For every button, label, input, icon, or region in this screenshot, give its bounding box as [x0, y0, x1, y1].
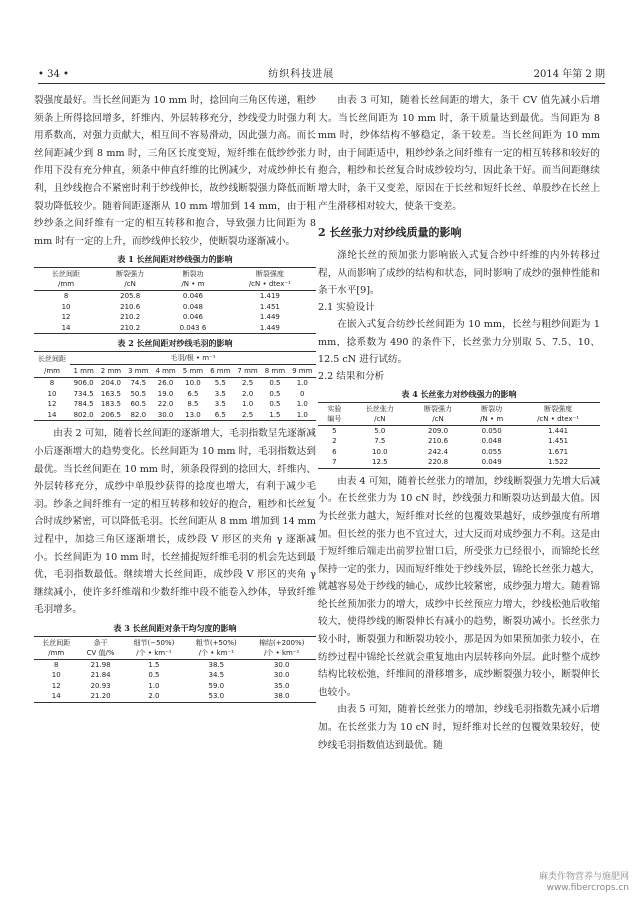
t2-sub-header: 8 mm [261, 365, 288, 378]
t4-cell: 1.441 [548, 426, 569, 435]
t2-cell: 8 [49, 379, 55, 388]
t4-cell: 0.049 [481, 458, 502, 467]
t2-cell: 10.0 [185, 379, 201, 388]
t2-cell: 2.0 [242, 389, 254, 398]
table1 [34, 267, 316, 334]
t2-header-group: 毛羽/根 • m⁻¹ [70, 352, 316, 365]
t3-header-cell: 棉结(+200%) /个 • km⁻¹ [247, 636, 316, 659]
t3-cell: 38.0 [273, 692, 290, 701]
t1-cell: 12 [61, 313, 71, 322]
t2-cell: 6.5 [214, 410, 226, 419]
issue-label: 2014 年第 2 期 [533, 69, 605, 80]
t3-cell: 59.0 [208, 681, 225, 690]
right-paragraph-3: 在嵌入式复合纺纱长丝间距为 10 mm，长丝与粗纱间距为 1 mm，捻系数为 490 的条件下，长丝张力分别取 5、7.5、10、12.5 cN 进行试纺。 [318, 318, 600, 366]
t4-cell: 1.451 [548, 437, 569, 446]
t2-cell: 22.0 [157, 400, 174, 409]
t4-cell: 1.671 [548, 447, 569, 456]
t3-cell: 38.5 [208, 660, 225, 669]
watermark: 麻类作物营养与施肥网 www.fibercrops.cn [538, 872, 629, 893]
t2-cell: 0.5 [269, 389, 281, 398]
t1-cell: 1.451 [259, 302, 280, 311]
t4-cell: 12.5 [372, 458, 388, 467]
t2-cell: 163.5 [100, 389, 121, 398]
t2-cell: 2.5 [242, 379, 254, 388]
t1-cell: 1.419 [259, 292, 280, 301]
table3-caption: 表 3 长丝间距对条干均匀度的影响 [113, 622, 237, 633]
t3-cell: 30.0 [273, 671, 290, 680]
right-paragraph-4: 由表 4 可知，随着长丝张力的增加，纱线断裂强力先增大后减小。在长丝张力为 10 cN 时，纱线强力和断裂功达到最大值。因为长丝张力越大，短纤维对长丝的包覆效果越好，成纱强度有所增加。但长丝的张力也不宜过大，过大反而对成纱强力不利。这是由于短纤维后端走出前罗拉钳口后，所受张力已经很小，而锦纶长丝保持一定的张力，因而短纤维处于纱线外层，锦纶长丝张力越大，就越容易处于纱线的轴心，成纱比较紧密，成纱强力增大。随着锦纶长丝预加张力的增大，成纱中长丝预应力增大，纱线松弛后收缩较大，使得纱线的断裂伸长有减小的趋势，断裂功减小。长丝张力较小时，断裂强力和断裂功较小，那是因为如果预加张力较小，在纺纱过程中锦纶长丝就会重复地由内层转移向外层。此时整个成纱结构比较松弛，纤维间的滑移增多，成纱断裂强力较小，断裂伸长也较小。 [318, 475, 600, 698]
t3-header-cell: 细节(−50%) /个 • km⁻¹ [123, 636, 185, 659]
t4-header-cell: 长丝张力 /cN [351, 402, 409, 425]
t2-cell: 0 [300, 389, 305, 398]
t3-cell: 10 [51, 671, 61, 680]
t2-cell: 1.0 [296, 410, 308, 419]
t3-cell: 35.0 [273, 681, 290, 690]
t1-cell: 210.2 [120, 313, 141, 322]
t4-cell: 7.5 [374, 437, 386, 446]
t2-cell: 906.0 [73, 379, 94, 388]
t1-cell: 1.449 [259, 323, 280, 332]
t1-row [34, 312, 316, 323]
t1-cell: 10 [61, 302, 71, 311]
t3-row [34, 691, 316, 702]
t1-cell: 210.2 [120, 323, 141, 332]
t2-cell: 8.5 [187, 400, 199, 409]
t3-cell: 21.98 [90, 660, 111, 669]
t4-cell: 210.6 [427, 437, 449, 446]
t4-header-cell: 断裂强度 /cN • dtex⁻¹ [516, 402, 600, 425]
t4-cell: 2 [332, 437, 337, 446]
t2-cell: 183.5 [100, 400, 121, 409]
t1-cell: 210.6 [120, 302, 141, 311]
t2-cell: 60.5 [130, 400, 147, 409]
t3-cell: 8 [53, 660, 59, 669]
t2-cell: 82.0 [130, 410, 147, 419]
t3-row [34, 659, 316, 670]
t4-cell: 10.0 [372, 447, 388, 456]
t2-sub-header: 7 mm [234, 365, 261, 378]
right-column [318, 92, 600, 754]
t2-cell: 10 [47, 389, 57, 398]
t2-sub-header: 5 mm [179, 365, 206, 378]
t2-cell: 19.0 [157, 389, 174, 398]
page-number: • 34 • [38, 69, 69, 80]
t3-cell: 34.5 [208, 671, 225, 680]
t3-cell: 0.5 [148, 671, 160, 680]
t2-cell: 5.5 [214, 379, 226, 388]
section-2-1-heading: 2.1 实验设计 [318, 301, 375, 313]
t2-cell: 30.0 [157, 410, 174, 419]
t2-sub-header: 4 mm [152, 365, 179, 378]
t2-cell: 74.5 [130, 379, 147, 388]
left-paragraph-2: 由表 2 可知，随着长丝间距的逐渐增大，毛羽指数呈先逐渐减小后逐渐增大的趋势变化。长丝间距为 10 mm 时，毛羽指数达到最优。当长丝间距在 10 mm 时，须条段得到的捻回大，纤维内、外层转移充分，成纱中单股纱获得的捻度也增大，有利于减少毛羽。纱条之间纤维有一定的相互转移和较好的抱合，粗纱和长丝复合时成纱紧密，可以降低毛羽。长丝间距从 8 mm 增加到 14 mm 过程中，加捻三角区逐渐增长，成纱段 V 形区的夹角 γ 逐渐减小。长丝间距为 10 mm 时，长丝捕捉短纤维毛羽的机会先达到最优，毛羽指数最低。继续增大长丝间距，成纱段 V 形区的夹角 γ 继续减小，使许多纤维端和少数纤维中段不能卷入纱体，导致纤维毛羽增多。 [34, 428, 316, 616]
section-2-2-heading: 2.2 结果和分析 [318, 370, 385, 382]
t2-sub-header: 9 mm [289, 365, 316, 378]
t3-header-cell: 条干 CV 值/% [78, 636, 122, 659]
table3 [34, 636, 316, 703]
t2-cell: 802.0 [73, 410, 94, 419]
page-header [38, 58, 605, 84]
t2-cell: 0.5 [269, 400, 281, 409]
t3-row [34, 670, 316, 681]
t2-cell: 734.5 [73, 389, 94, 398]
t3-cell: 1.5 [148, 660, 160, 669]
t4-cell: 0.048 [481, 437, 502, 446]
t3-cell: 30.0 [273, 660, 290, 669]
t1-cell: 205.8 [120, 292, 141, 301]
t2-header-cell: /mm [34, 365, 70, 378]
t1-cell: 0.046 [182, 313, 203, 322]
t1-cell: 8 [63, 292, 69, 301]
t2-cell: 6.5 [187, 389, 199, 398]
t4-header-cell: 断裂强力 /cN [409, 402, 467, 425]
t2-cell: 1.5 [269, 410, 281, 419]
t4-row [318, 425, 600, 436]
t2-cell: 14 [47, 410, 57, 419]
journal-name: 纺织科技进展 [268, 69, 335, 80]
t3-header-cell: 长丝间距 /mm [34, 636, 78, 659]
t2-cell: 2.5 [242, 410, 254, 419]
t4-cell: 220.8 [427, 458, 449, 467]
t1-cell: 1.449 [259, 313, 280, 322]
t2-cell: 784.5 [73, 400, 94, 409]
t2-cell: 206.5 [100, 410, 121, 419]
t2-cell: 3.5 [214, 389, 226, 398]
t2-cell: 13.0 [185, 410, 201, 419]
t2-sub-header: 3 mm [125, 365, 152, 378]
t2-cell: 12 [47, 400, 57, 409]
t1-cell: 0.043 6 [179, 323, 207, 332]
t1-cell: 0.048 [182, 302, 203, 311]
t2-cell: 50.5 [130, 389, 147, 398]
t4-cell: 0.050 [481, 426, 502, 435]
t3-header-cell: 粗节(+50%) /个 • km⁻¹ [185, 636, 247, 659]
t2-cell: 204.0 [100, 379, 121, 388]
t1-cell: 0.046 [182, 292, 203, 301]
t1-header-cell: 断裂强度 /cN • dtex⁻¹ [224, 268, 316, 291]
t2-header-cell: 长丝间距 [37, 354, 66, 363]
t4-row [318, 436, 600, 447]
t4-cell: 209.0 [427, 426, 449, 435]
t4-cell: 0.055 [481, 447, 502, 456]
table4-caption: 表 4 长丝张力对纱线强力的影响 [401, 388, 517, 399]
t4-cell: 5 [332, 426, 337, 435]
t4-header-cell: 实验 编号 [318, 402, 351, 425]
left-column [34, 92, 316, 703]
t4-cell: 1.522 [548, 458, 569, 467]
t1-header-cell: 断裂强力 /cN [98, 268, 162, 291]
table1-caption: 表 1 长丝间距对纱线强力的影响 [117, 254, 233, 265]
t3-cell: 20.93 [90, 681, 111, 690]
t2-cell: 1.0 [296, 400, 308, 409]
t1-row [34, 291, 316, 302]
t4-cell: 7 [332, 458, 337, 467]
t3-cell: 12 [51, 681, 61, 690]
t1-header-cell: 断裂功 /N • m [162, 268, 224, 291]
t2-cell: 26.0 [157, 379, 174, 388]
t4-header-cell: 断裂功 /N • m [467, 402, 516, 425]
t2-cell: 0.5 [269, 379, 281, 388]
t2-row [34, 378, 316, 389]
t1-row [34, 323, 316, 334]
right-paragraph-1: 由表 3 可知，随着长丝间距的增大，条干 CV 值先减小后增大。当长丝间距为 10 mm 时，条干质量达到最优。当间距为 8 mm 时，纱体结构不够稳定，条干较差。当长丝间距为 10 mm 时，由于间距适中，粗纱纱条之间纤维有一定的相互转移和较好的抱合，粗纱和长丝复合时成纱较均匀，因此条干好。而当间距继续增大时，条干又变差，原因在于长丝和短纤长丝、单股纱在长丝上产生滑移相对较大，使条干变差。 [318, 95, 600, 212]
t2-row [34, 389, 316, 400]
t3-cell: 1.0 [148, 681, 160, 690]
t2-sub-header: 2 mm [97, 365, 124, 378]
t4-cell: 242.4 [427, 447, 449, 456]
table2 [34, 351, 316, 421]
t1-cell: 14 [61, 323, 71, 332]
t2-sub-header: 1 mm [70, 365, 97, 378]
table4 [318, 402, 600, 469]
t3-row [34, 681, 316, 692]
t4-cell: 5.0 [374, 426, 386, 435]
t2-row [34, 410, 316, 421]
left-paragraph-1: 裂强度最好。当长丝间距为 10 mm 时，捻回向三角区传递，粗纱须条上所得捻回增多，纤维内、外层转移充分，纱线受力时强力利用系数高，对强力贡献大，相互间不容易滑动，因此强力高。而长丝间距减少到 8 mm 时，三角区长度变短，短纤维在低纱纱张力作用下没有充分伸直，须条中伸直纤维的比例减少，对成纱伸长有利，且纱线抱合不紧密时利于纱线伸长，故纱线断裂强力降低而断裂功降低较少。随着间距逐渐从 10 mm 增加到 14 mm，由于粗纱纱条之间纤维有一定的相互转移和抱合，导致强力比间距为 8 mm 时有一定的上升，而纱线伸长较少，使断裂功逐渐减小。 [34, 95, 316, 247]
section-2-heading: 2 长丝张力对纱线质量的影响 [318, 226, 462, 240]
t3-cell: 53.0 [208, 692, 225, 701]
t4-row [318, 457, 600, 468]
table2-caption: 表 2 长丝间距对纱线毛羽的影响 [117, 338, 233, 349]
t4-row [318, 447, 600, 458]
right-paragraph-2: 涤纶长丝的预加张力影响嵌入式复合纱中纤维的内外转移过程，从而影响了成纱的结构和状态，同时影响了成纱的强伸性能和条干水平[9]。 [318, 250, 600, 297]
t4-cell: 6 [332, 447, 337, 456]
t2-cell: 1.0 [242, 400, 254, 409]
t3-cell: 14 [51, 692, 61, 701]
t2-row [34, 399, 316, 410]
t2-cell: 3.5 [214, 400, 226, 409]
t2-cell: 1.0 [296, 379, 308, 388]
right-paragraph-5: 由表 5 可知，随着长丝张力的增加，纱线毛羽指数先减小后增加。在长丝张力为 10 cN 时，短纤维对长丝的包覆效果较好，使纱线毛羽指数值达到最优。随 [318, 704, 600, 751]
t1-header-cell: 长丝间距 /mm [34, 268, 98, 291]
t3-cell: 21.20 [90, 692, 111, 701]
t3-cell: 21.84 [90, 671, 111, 680]
t3-cell: 2.0 [148, 692, 160, 701]
t1-row [34, 302, 316, 313]
t2-sub-header: 6 mm [207, 365, 234, 378]
